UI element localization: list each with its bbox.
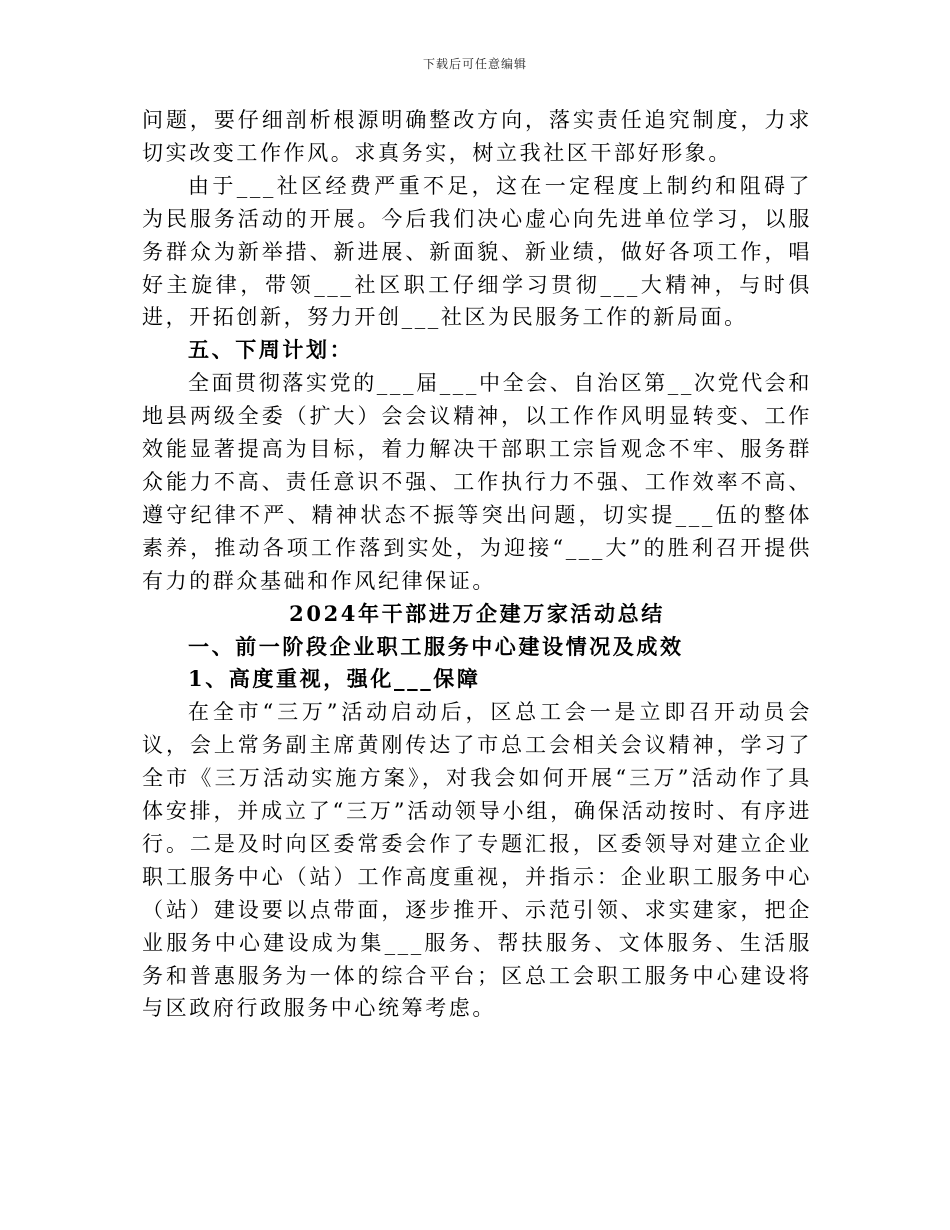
paragraph-3: 全面贯彻落实党的___届___中全会、自治区第__次党代会和地县两级全委（扩大）会会议精神，以工作作风明显转变、工作效能显著提高为目标，着力解决干部职工宗旨观念不牢、服务群众能力不高、责任意识不强、工作执行力不强、工作效率不高、遵守纪律不严、精神状态不振等突出问题，切实提___伍的整体素养，推动各项工作落到实处，为迎接“___大”的胜利召开提供有力的群众基础和作风纪律保证。	[142, 371, 812, 593]
paragraph-4: 在全市“三万”活动启动后，区总工会一是立即召开动员会议，会上常务副主席黄刚传达了市总工会相关会议精神，学习了全市《三万活动实施方案》，对我会如何开展“三万”活动作了具体安排，并成立了“三万”活动领导小组，确保活动按时、有序进行。二是及时向区委常委会作了专题汇报，区委领导对建立企业职工服务中心（站）工作高度重视，并指示：企业职工服务中心（站）建设要以点带面，逐步推开、示范引领、求实建家，把企业服务中心建设成为集___服务、帮扶服务、文体服务、生活服务和普惠服务为一体的综合平台；区总工会职工服务中心建设将与区政府行政服务中心统筹考虑。	[142, 700, 812, 1021]
document-body	[142, 104, 812, 1025]
subsection-heading-1: 1、高度重视，强化___保障	[188, 666, 481, 692]
paragraph-1: 问题，要仔细剖析根源明确整改方向，落实责任追究制度，力求切实改变工作作风。求真务实，树立我社区干部好形象。	[142, 108, 812, 165]
section-heading-1: 一、前一阶段企业职工服务中心建设情况及成效	[188, 633, 684, 659]
section-heading-plan: 五、下周计划：	[188, 337, 354, 363]
paragraph-2: 由于___社区经费严重不足，这在一定程度上制约和阻碍了为民服务活动的开展。今后我们决心虚心向先进单位学习，以服务群众为新举措、新进展、新面貌、新业绩，做好各项工作，唱好主旋律，带领___社区职工仔细学习贯彻___大精神，与时俱进，开拓创新，努力开创___社区为民服务工作的新局面。	[142, 173, 812, 330]
document-title: 2024年干部进万企建万家活动总结	[289, 600, 665, 626]
header-note: 下载后可任意编辑	[422, 57, 527, 71]
